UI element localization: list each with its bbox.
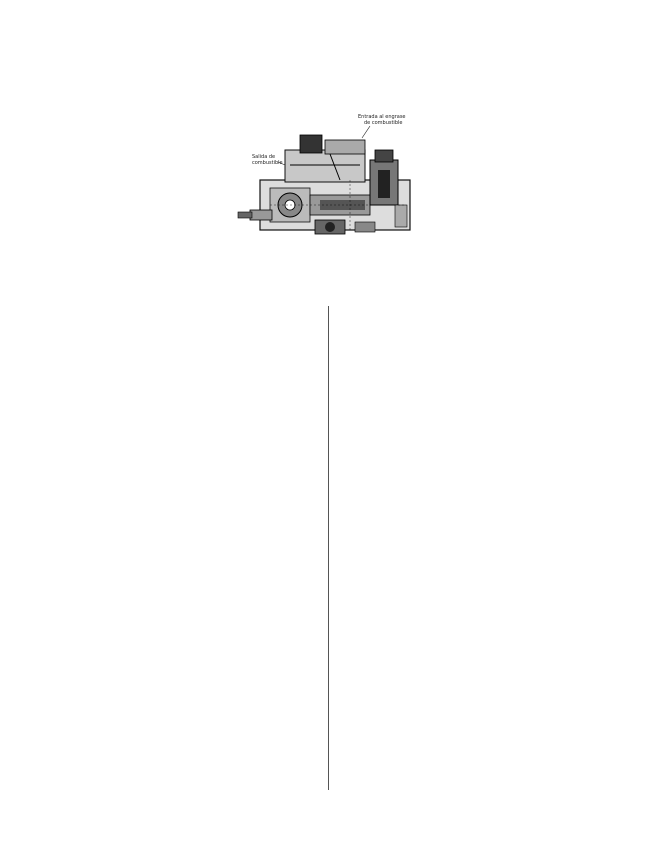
pump-diagram-icon [230, 110, 420, 250]
list-item [60, 335, 315, 348]
list-item [60, 309, 315, 322]
figure-label-left-1: Salida de [252, 154, 276, 160]
list-item [60, 349, 315, 362]
list-item [60, 362, 315, 375]
figure-label-top-2: de combustible [364, 120, 403, 126]
pump-cross-section-figure [230, 110, 420, 250]
column-divider [328, 306, 329, 790]
right-column [340, 305, 596, 313]
figure-label-top-1: Entrada al engrase [358, 114, 406, 120]
components-list [60, 309, 315, 375]
left-column [60, 305, 315, 383]
figure-label-left-2: combustible [252, 160, 283, 166]
list-item [60, 322, 315, 335]
